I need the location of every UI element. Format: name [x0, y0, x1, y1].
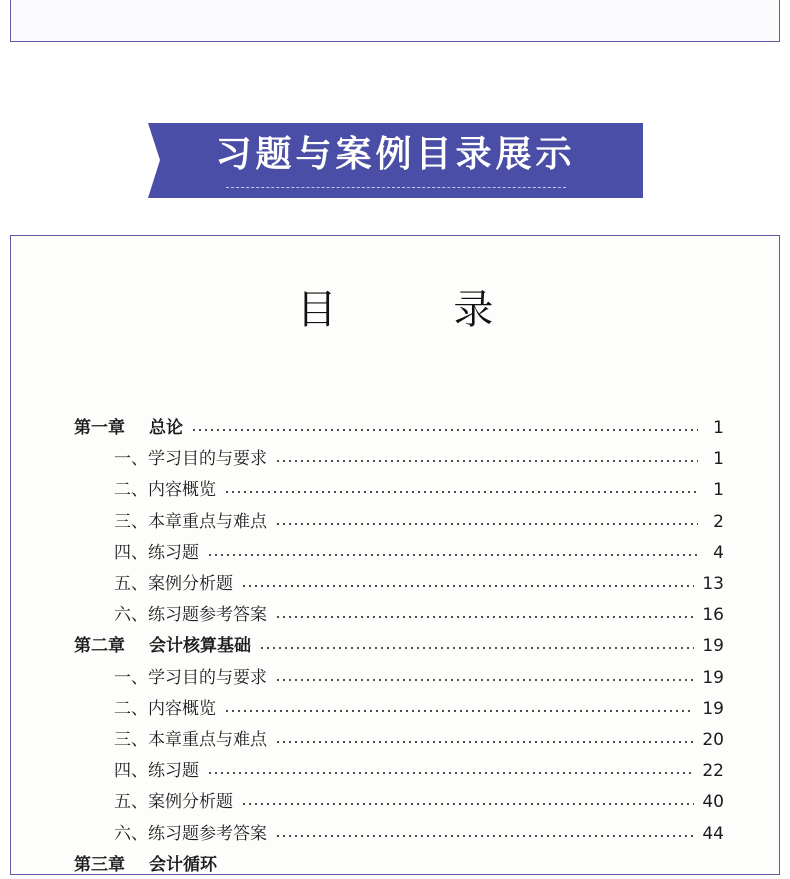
toc-page-number: 19	[702, 667, 724, 688]
toc-entry-label: 五、案例分析题	[114, 792, 233, 813]
toc-chapter-row	[74, 632, 724, 660]
toc-page-number: 22	[702, 761, 724, 782]
toc-leader-dots	[207, 772, 694, 774]
banner-underline	[226, 187, 566, 188]
toc-section-row	[114, 570, 724, 598]
toc-section-row	[114, 445, 724, 473]
toc-entry-label: 三、本章重点与难点	[114, 730, 267, 750]
toc-leader-dots	[191, 429, 698, 431]
toc-entry-label: 二、内容概览	[114, 698, 216, 719]
toc-entry-label: 四、练习题	[114, 761, 199, 782]
toc-page-number: 16	[702, 605, 724, 626]
toc-leader-dots	[224, 710, 694, 712]
toc-leader-dots	[241, 803, 694, 805]
toc-title: 目 录	[296, 287, 546, 333]
toc-page-number: 44	[702, 823, 724, 844]
toc-page-number: 13	[702, 574, 724, 594]
toc-page-number: 1	[713, 418, 724, 438]
toc-section-row	[114, 726, 724, 754]
toc-chapter-number: 第三章	[74, 854, 125, 875]
toc-entry-label: 二、内容概览	[114, 480, 216, 501]
toc-leader-dots	[275, 523, 698, 525]
toc-page-number: 1	[713, 449, 724, 470]
toc-chapter-number: 第二章	[74, 636, 125, 657]
toc-chapter-row	[74, 414, 724, 442]
toc-entry-label: 一、学习目的与要求	[114, 449, 267, 470]
toc-leader-dots	[275, 741, 694, 743]
toc-chapter-row	[74, 851, 724, 879]
toc-page-number: 4	[713, 542, 724, 563]
toc-entry-label: 总论	[149, 418, 183, 438]
toc-entry-label: 一、学习目的与要求	[114, 667, 267, 688]
toc-section-row	[114, 508, 724, 536]
toc-leader-dots	[259, 647, 694, 649]
toc-page-number: 19	[702, 698, 724, 719]
toc-entry-label: 会计核算基础	[149, 636, 251, 657]
toc-section-row	[114, 820, 724, 848]
toc-page-number: 20	[702, 730, 724, 750]
toc-leader-dots	[241, 585, 694, 587]
toc-section-row	[114, 539, 724, 567]
toc-leader-dots	[275, 616, 694, 618]
toc-leader-dots	[207, 554, 698, 556]
toc-section-row	[114, 664, 724, 692]
toc-section-row	[114, 476, 724, 504]
toc-section-row	[114, 601, 724, 629]
toc-section-row	[114, 788, 724, 816]
toc-leader-dots	[275, 835, 694, 837]
toc-page-number: 2	[713, 511, 724, 532]
toc-entry-label: 六、练习题参考答案	[114, 605, 267, 626]
toc-entry-label: 四、练习题	[114, 542, 199, 563]
toc-entry-label: 会计循环	[149, 854, 217, 875]
toc-chapter-number: 第一章	[74, 418, 125, 438]
toc-entry-label: 三、本章重点与难点	[114, 511, 267, 532]
previous-section-frame	[10, 0, 780, 42]
toc-entry-label: 五、案例分析题	[114, 574, 233, 594]
toc-page-number: 40	[702, 792, 724, 813]
toc-leader-dots	[224, 491, 698, 493]
toc-leader-dots	[275, 679, 694, 681]
toc-section-row	[114, 695, 724, 723]
banner-title: 习题与案例目录展示	[215, 134, 576, 175]
toc-page-number: 1	[713, 480, 724, 501]
toc-entry-label: 六、练习题参考答案	[114, 823, 267, 844]
toc-section-row	[114, 757, 724, 785]
toc-leader-dots	[275, 460, 698, 462]
toc-page-number: 19	[702, 636, 724, 657]
